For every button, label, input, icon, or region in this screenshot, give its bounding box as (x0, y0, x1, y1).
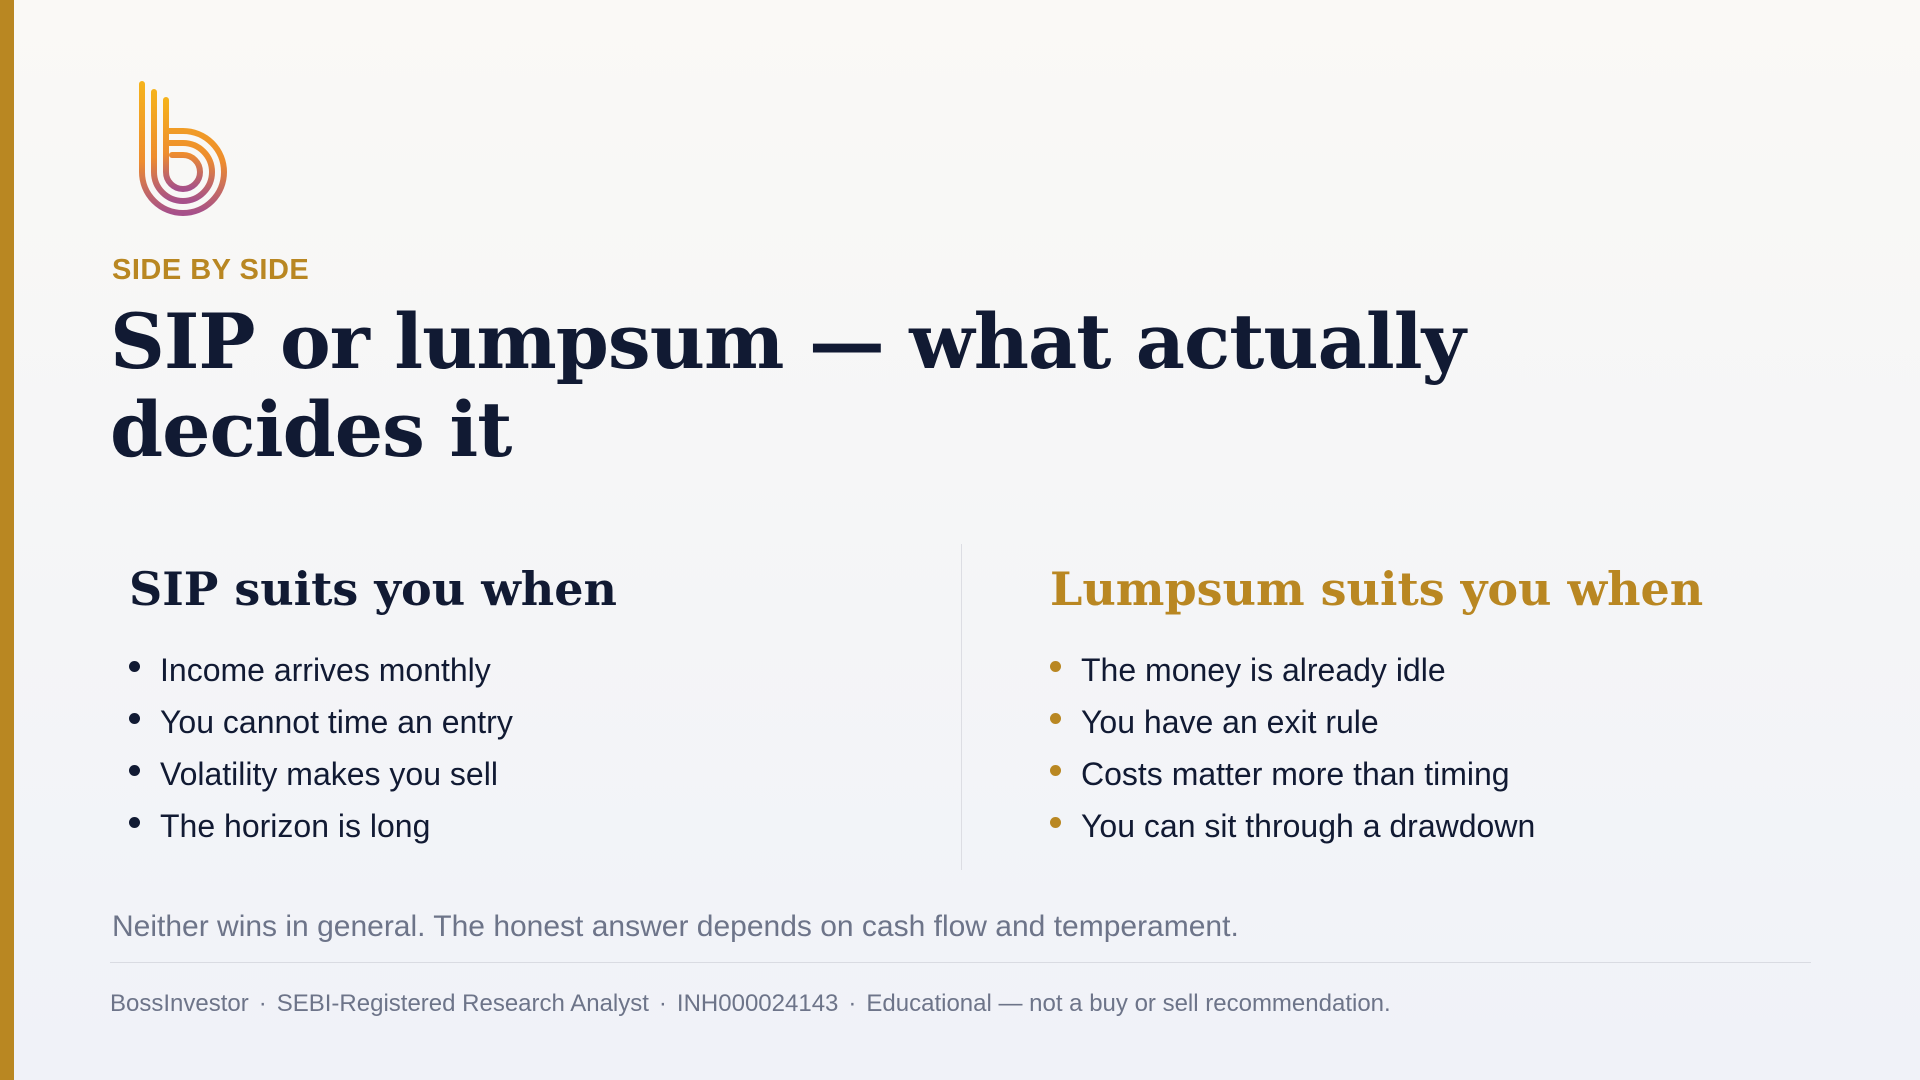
lumpsum-heading: Lumpsum suits you when (1050, 562, 1704, 616)
eyebrow-label: SIDE BY SIDE (112, 254, 310, 286)
lumpsum-item-text: You have an exit rule (1081, 704, 1379, 740)
footer-credential: SEBI-Registered Research Analyst (276, 990, 649, 1017)
page-title: SIP or lumpsum — what actually decides it (110, 297, 1465, 474)
sip-list-item (129, 696, 617, 748)
sip-item-text: Volatility makes you sell (160, 756, 498, 792)
left-accent-bar (0, 0, 14, 1080)
sip-item-text: You cannot time an entry (160, 704, 513, 740)
footer-registration: INH000024143 (676, 990, 839, 1017)
sip-item-text: Income arrives monthly (160, 652, 491, 688)
lumpsum-item-text: The money is already idle (1081, 652, 1446, 688)
summary-text: Neither wins in general. The honest answer depends on cash flow and temperament. (112, 910, 1239, 943)
footer (110, 990, 1391, 1018)
lumpsum-list (1050, 644, 1703, 852)
bullet-dot (1050, 817, 1061, 828)
lumpsum-column (1050, 560, 1703, 852)
sip-list-item (129, 748, 617, 800)
bullet-dot (129, 765, 140, 776)
lumpsum-list-item (1050, 800, 1703, 852)
bullet-dot (1050, 713, 1061, 724)
footer-disclaimer: Educational — not a buy or sell recommendation. (866, 990, 1391, 1017)
bullet-dot (129, 661, 140, 672)
lumpsum-item-text: Costs matter more than timing (1081, 756, 1510, 792)
footer-separator: · (848, 990, 857, 1017)
lumpsum-list-item (1050, 696, 1703, 748)
sip-heading: SIP suits you when (129, 562, 617, 616)
bullet-dot (1050, 765, 1061, 776)
sip-column (129, 560, 617, 852)
brand-b-logo-icon (138, 80, 230, 216)
footer-brand: BossInvestor (110, 990, 249, 1017)
bullet-dot (129, 817, 140, 828)
lumpsum-list-item (1050, 748, 1703, 800)
lumpsum-item-text: You can sit through a drawdown (1081, 808, 1536, 844)
column-divider (961, 544, 962, 870)
footer-divider (110, 962, 1811, 963)
sip-list-item (129, 800, 617, 852)
footer-separator: · (258, 990, 267, 1017)
lumpsum-list-item (1050, 644, 1703, 696)
footer-separator: · (658, 990, 667, 1017)
sip-list (129, 644, 617, 852)
bullet-dot (129, 713, 140, 724)
sip-list-item (129, 644, 617, 696)
sip-item-text: The horizon is long (160, 808, 431, 844)
bullet-dot (1050, 661, 1061, 672)
